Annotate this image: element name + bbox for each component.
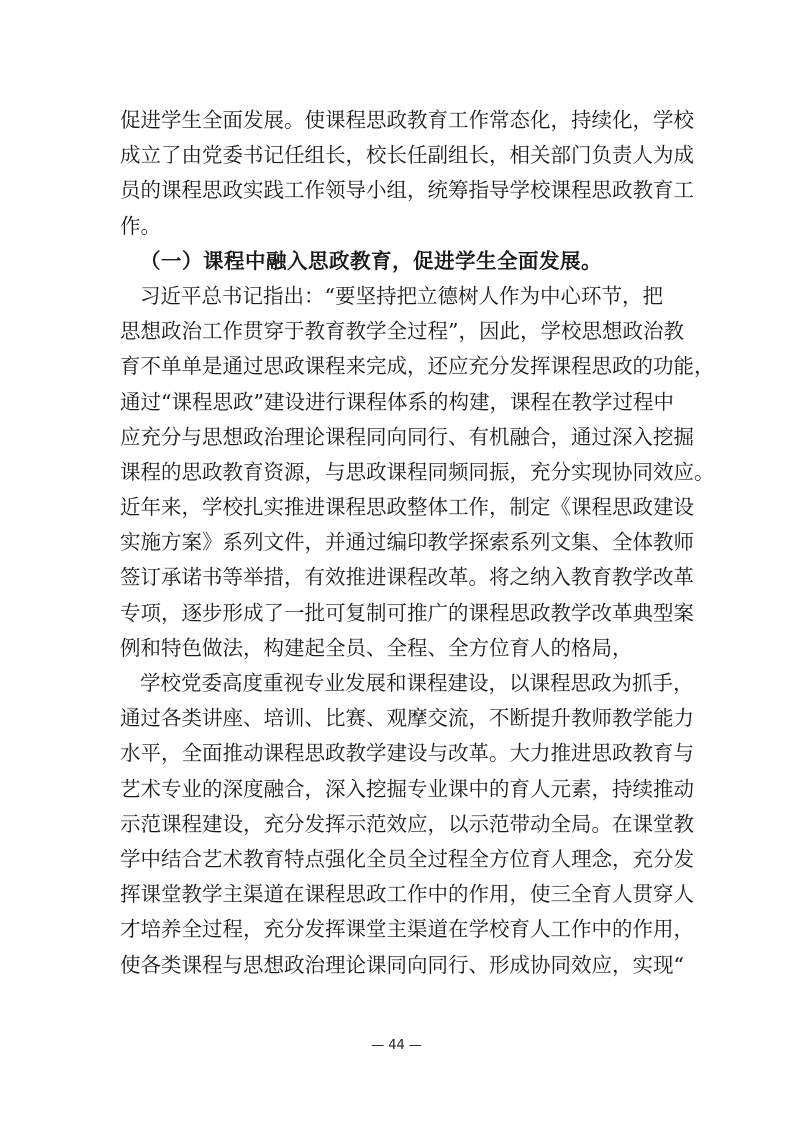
text-line: 示范课程建设，充分发挥示范效应，以示范带动全局。在课堂教: [120, 811, 694, 836]
text-line: 习近平总书记指出：“要坚持把立德树人作为中心环节，把: [140, 283, 663, 308]
text-line: 作。: [120, 213, 161, 238]
text-line: 使各类课程与思想政治理论课同向同行、形成协同效应，实现“: [120, 952, 684, 977]
text-line: 课程的思政教育资源，与思政课程同频同振，充分实现协同效应。: [120, 459, 715, 484]
document-body: [120, 103, 715, 983]
text-line: 学校党委高度重视专业发展和课程建设，以课程思政为抓手，: [140, 671, 694, 695]
text-line: 专项，逐步形成了一批可复制可推广的课程思政教学改革典型案: [120, 600, 694, 625]
text-line: 通过“课程思政”建设进行课程体系的构建，课程在教学过程中: [120, 389, 674, 414]
text-line: 通过各类讲座、培训、比赛、观摩交流，不断提升教师教学能力: [120, 706, 694, 731]
text-line: 例和特色做法，构建起全员、全程、全方位育人的格局，: [120, 635, 633, 660]
text-line: 实施方案》系列文件，并通过编印教学探索系列文集、全体教师: [120, 530, 694, 555]
text-line: 近年来，学校扎实推进课程思政整体工作，制定《课程思政建设: [120, 495, 694, 520]
text-line: 成立了由党委书记任组长，校长任副组长，相关部门负责人为成: [120, 143, 694, 168]
page-number: — 44 —: [371, 1038, 422, 1053]
text-line: 育不单单是通过思政课程来完成，还应充分发挥课程思政的功能，: [120, 354, 715, 379]
text-line: 才培养全过程，充分发挥课堂主渠道在学校育人工作中的作用，: [120, 917, 694, 942]
text-line: 思想政治工作贯穿于教育教学全过程”，因此，学校思想政治教: [120, 319, 684, 344]
text-line: 员的课程思政实践工作领导小组，统筹指导学校课程思政教育工: [120, 178, 694, 203]
text-line: 学中结合艺术教育特点强化全员全过程全方位育人理念，充分发: [120, 846, 694, 871]
section-heading: （一）课程中融入思政教育，促进学生全面发展。: [140, 248, 602, 273]
text-line: 应充分与思想政治理论课程同向同行、有机融合，通过深入挖掘: [120, 424, 694, 449]
text-line: 签订承诺书等举措，有效推进课程改革。将之纳入教育教学改革: [120, 565, 694, 590]
text-line: 促进学生全面发展。使课程思政教育工作常态化，持续化，学校: [120, 108, 694, 132]
text-line: 水平，全面推动课程思政教学建设与改革。大力推进思政教育与: [120, 741, 694, 766]
text-line: 艺术专业的深度融合，深入挖掘专业课中的育人元素，持续推动: [120, 776, 694, 801]
text-line: 挥课堂教学主渠道在课程思政工作中的作用，使三全育人贯穿人: [120, 882, 694, 907]
